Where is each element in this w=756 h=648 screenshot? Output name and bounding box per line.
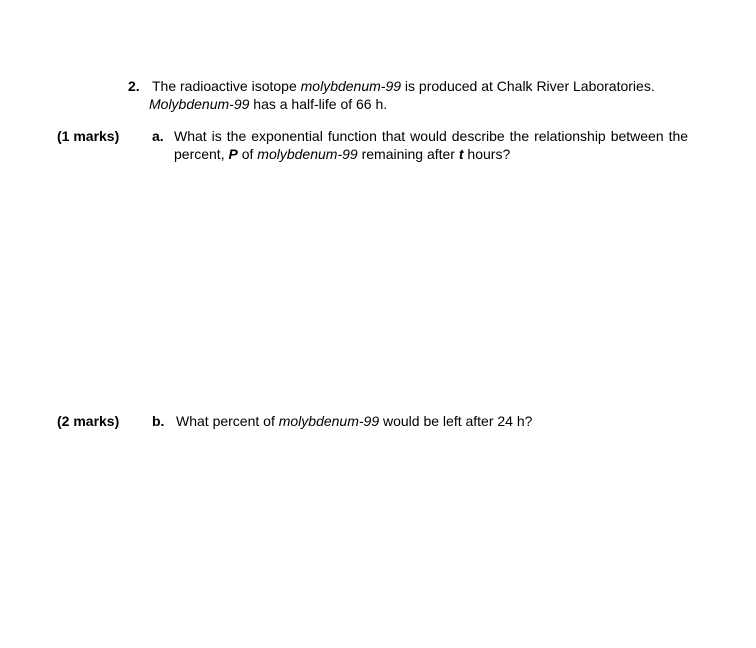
stem-text: The radioactive isotope — [152, 78, 301, 94]
stem-text: is produced at Chalk River Laboratories. — [401, 78, 655, 94]
part-b-label: b. — [152, 413, 165, 429]
isotope-name: molybdenum-99 — [257, 146, 358, 162]
question-number: 2. — [128, 78, 140, 94]
stem-text: has a half-life of 66 h. — [249, 96, 388, 112]
part-a-label: a. — [152, 128, 164, 144]
part-b-question — [176, 413, 532, 430]
question-text: of — [237, 146, 258, 162]
marks-label-a: (1 marks) — [57, 128, 120, 144]
question-stem-line-2 — [149, 96, 387, 113]
isotope-name: Molybdenum-99 — [149, 96, 250, 112]
part-a-question-line-1: What is the exponential function that would describe the relationship between the — [174, 128, 689, 144]
question-text: percent, — [174, 146, 229, 162]
part-a-question-line-2 — [174, 146, 510, 163]
variable-t: t — [458, 146, 464, 162]
question-stem-line-1 — [152, 78, 655, 95]
isotope-name: molybdenum-99 — [300, 78, 402, 94]
marks-label-b: (2 marks) — [57, 413, 120, 429]
variable-p: P — [228, 146, 238, 162]
question-text: would be left after 24 h? — [379, 413, 533, 429]
question-text: hours? — [463, 146, 511, 162]
question-text: What percent of — [176, 413, 279, 429]
question-text: remaining after — [357, 146, 459, 162]
isotope-name: molybdenum-99 — [278, 413, 380, 429]
